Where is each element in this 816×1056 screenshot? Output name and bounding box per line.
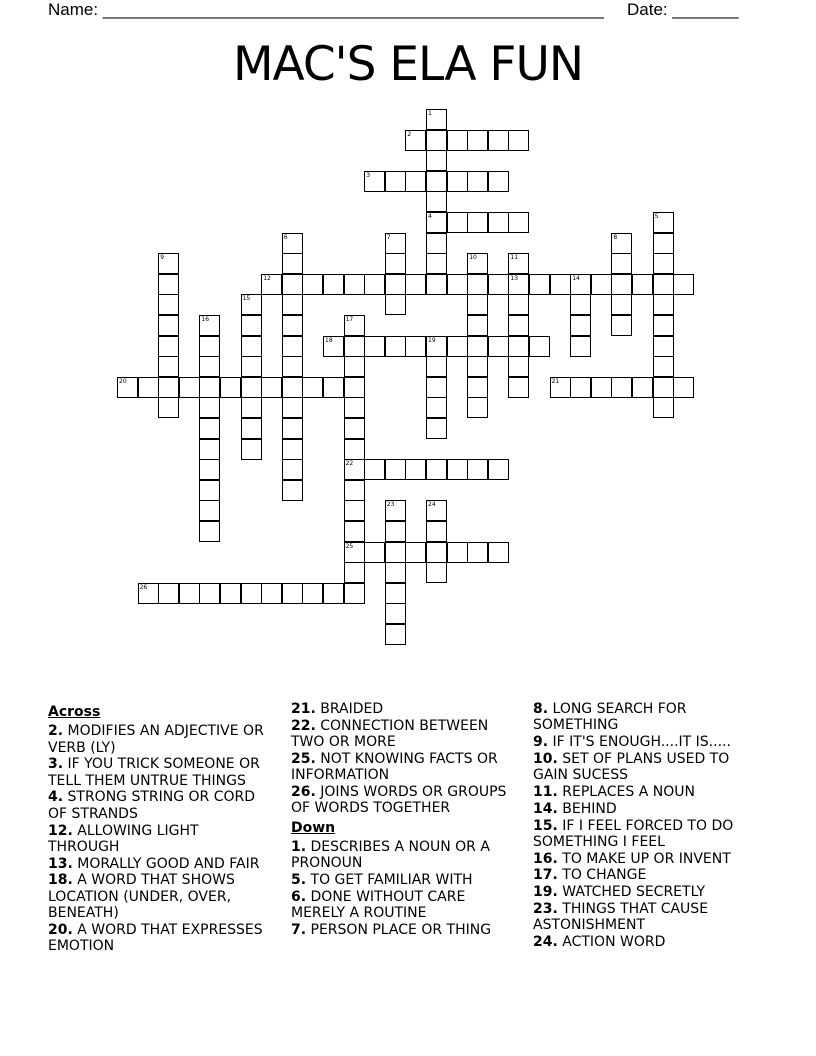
clue-number: 4 bbox=[428, 213, 432, 220]
grid-cell[interactable] bbox=[488, 336, 509, 357]
grid-cell[interactable] bbox=[138, 583, 159, 604]
clue-number: 18 bbox=[325, 336, 333, 344]
grid-cell[interactable] bbox=[632, 377, 653, 398]
grid-cell[interactable] bbox=[508, 130, 529, 151]
grid-cell[interactable] bbox=[158, 294, 179, 315]
clue-text: ALLOWING LIGHT THROUGH bbox=[48, 822, 199, 855]
clue-number: 22 bbox=[345, 460, 354, 468]
grid-cell[interactable] bbox=[344, 377, 365, 398]
grid-cell[interactable] bbox=[344, 356, 365, 377]
grid-cell[interactable] bbox=[385, 171, 406, 192]
grid-cell[interactable] bbox=[344, 439, 365, 460]
grid-cell[interactable] bbox=[447, 130, 468, 151]
clue-number: 14 bbox=[572, 274, 580, 282]
grid-cell[interactable] bbox=[241, 377, 262, 398]
grid-cell[interactable] bbox=[385, 336, 406, 357]
grid-cell[interactable] bbox=[158, 356, 179, 377]
grid-cell[interactable] bbox=[199, 459, 220, 480]
grid-cell[interactable] bbox=[405, 542, 426, 563]
grid-cell[interactable] bbox=[282, 439, 303, 460]
clue-num: 9. bbox=[533, 734, 549, 751]
clue-item bbox=[533, 784, 763, 800]
grid-cell[interactable] bbox=[282, 480, 303, 501]
clue-text: CONNECTION BETWEEN TWO OR MORE bbox=[291, 717, 489, 751]
clue-item bbox=[48, 872, 273, 921]
grid-cell[interactable] bbox=[467, 274, 488, 295]
grid-cell[interactable] bbox=[653, 233, 674, 254]
grid-cell[interactable] bbox=[653, 274, 674, 295]
grid-cell[interactable] bbox=[653, 356, 674, 377]
grid-cell[interactable] bbox=[529, 336, 550, 357]
clue-number: 26 bbox=[139, 583, 148, 591]
clue-number: 15 bbox=[242, 295, 251, 303]
grid-cell[interactable] bbox=[323, 274, 344, 295]
grid-cell[interactable] bbox=[467, 294, 488, 315]
clue-item bbox=[48, 922, 273, 955]
clue-num: 5. bbox=[291, 871, 307, 888]
grid-cell[interactable] bbox=[282, 253, 303, 274]
clue-item bbox=[291, 839, 511, 872]
clue-item bbox=[533, 751, 763, 784]
grid-cell[interactable] bbox=[570, 315, 591, 336]
grid-cell[interactable] bbox=[199, 480, 220, 501]
grid-cell[interactable] bbox=[344, 562, 365, 583]
grid-cell[interactable] bbox=[179, 583, 200, 604]
grid-cell[interactable] bbox=[344, 542, 365, 563]
grid-cell[interactable] bbox=[653, 397, 674, 418]
grid-cell[interactable] bbox=[426, 212, 447, 233]
grid-cell[interactable] bbox=[282, 418, 303, 439]
clue-item bbox=[48, 856, 273, 872]
grid-cell[interactable] bbox=[323, 583, 344, 604]
grid-cell[interactable] bbox=[426, 109, 447, 130]
clue-num: 11. bbox=[533, 783, 558, 800]
clue-num: 18. bbox=[48, 872, 73, 889]
grid-cell[interactable] bbox=[282, 233, 303, 254]
clue-num: 24. bbox=[533, 934, 558, 951]
grid-cell[interactable] bbox=[611, 315, 632, 336]
grid-cell[interactable] bbox=[261, 274, 282, 295]
grid-cell[interactable] bbox=[282, 356, 303, 377]
clue-text: WATCHED SECRETLY bbox=[562, 884, 706, 901]
grid-cell[interactable] bbox=[241, 397, 262, 418]
grid-cell[interactable] bbox=[591, 274, 612, 295]
clue-item bbox=[533, 901, 763, 934]
grid-cell[interactable] bbox=[344, 583, 365, 604]
grid-cell[interactable] bbox=[426, 500, 447, 521]
grid-cell[interactable] bbox=[447, 459, 468, 480]
clue-number: 8 bbox=[613, 233, 618, 241]
grid-cell[interactable] bbox=[282, 336, 303, 357]
clue-num: 6. bbox=[291, 888, 307, 905]
grid-cell[interactable] bbox=[282, 274, 303, 295]
clue-item bbox=[533, 934, 763, 950]
grid-cell[interactable] bbox=[653, 336, 674, 357]
grid-cell[interactable] bbox=[199, 315, 220, 336]
grid-cell[interactable] bbox=[570, 274, 591, 295]
grid-cell[interactable] bbox=[220, 377, 241, 398]
grid-cell[interactable] bbox=[199, 439, 220, 460]
clue-number: 1 bbox=[428, 110, 432, 117]
grid-cell[interactable] bbox=[426, 521, 447, 542]
clue-num: 10. bbox=[533, 750, 558, 767]
grid-cell[interactable] bbox=[653, 253, 674, 274]
clue-num: 8. bbox=[533, 701, 549, 717]
grid-cell[interactable] bbox=[344, 459, 365, 480]
clue-item bbox=[533, 701, 763, 734]
clue-num: 21. bbox=[291, 701, 316, 717]
grid-cell[interactable] bbox=[447, 542, 468, 563]
grid-cell[interactable] bbox=[385, 294, 406, 315]
grid-cell[interactable] bbox=[447, 212, 468, 233]
grid-cell[interactable] bbox=[508, 356, 529, 377]
grid-cell[interactable] bbox=[550, 274, 571, 295]
clue-number: 2 bbox=[407, 130, 412, 138]
grid-cell[interactable] bbox=[364, 542, 385, 563]
clue-item bbox=[533, 851, 763, 867]
clue-item bbox=[533, 801, 763, 817]
grid-cell[interactable] bbox=[344, 336, 365, 357]
grid-cell[interactable] bbox=[364, 274, 385, 295]
grid-cell[interactable] bbox=[241, 439, 262, 460]
grid-cell[interactable] bbox=[508, 212, 529, 233]
grid-cell[interactable] bbox=[467, 253, 488, 274]
grid-cell[interactable] bbox=[282, 294, 303, 315]
grid-cell[interactable] bbox=[241, 418, 262, 439]
grid-cell[interactable] bbox=[364, 459, 385, 480]
grid-cell[interactable] bbox=[199, 500, 220, 521]
clue-text: BRAIDED bbox=[320, 701, 384, 717]
clue-text: A WORD THAT EXPRESSES EMOTION bbox=[48, 921, 263, 955]
clue-item bbox=[48, 789, 273, 822]
grid-cell[interactable] bbox=[467, 130, 488, 151]
grid-cell[interactable] bbox=[364, 336, 385, 357]
grid-cell[interactable] bbox=[611, 253, 632, 274]
clue-text: MODIFIES AN ADJECTIVE OR VERB (LY) bbox=[48, 723, 264, 756]
clue-text: DONE WITHOUT CARE MERELY A ROUTINE bbox=[291, 888, 466, 922]
clue-text: DESCRIBES A NOUN OR A PRONOUN bbox=[291, 838, 490, 872]
grid-cell[interactable] bbox=[467, 336, 488, 357]
grid-cell[interactable] bbox=[467, 315, 488, 336]
grid-cell[interactable] bbox=[261, 377, 282, 398]
clue-number: 11 bbox=[510, 254, 519, 262]
grid-cell[interactable] bbox=[344, 315, 365, 336]
clue-num: 13. bbox=[48, 855, 73, 872]
clue-number: 12 bbox=[263, 274, 271, 282]
clue-text: LONG SEARCH FOR SOMETHING bbox=[533, 701, 687, 734]
clue-item bbox=[533, 884, 763, 900]
clue-number: 25 bbox=[345, 542, 354, 550]
grid-cell[interactable] bbox=[508, 315, 529, 336]
grid-cell[interactable] bbox=[426, 171, 447, 192]
grid-cell[interactable] bbox=[508, 294, 529, 315]
clue-num: 15. bbox=[533, 817, 558, 834]
grid-cell[interactable] bbox=[488, 212, 509, 233]
grid-cell[interactable] bbox=[508, 377, 529, 398]
grid-cell[interactable] bbox=[385, 603, 406, 624]
grid-cell[interactable] bbox=[405, 274, 426, 295]
clue-number: 20 bbox=[119, 377, 127, 385]
clue-column-3 bbox=[533, 701, 763, 951]
clue-num: 26. bbox=[291, 783, 316, 800]
clue-text: BEHIND bbox=[562, 800, 617, 817]
clue-number: 9 bbox=[160, 254, 165, 262]
grid-cell[interactable] bbox=[241, 583, 262, 604]
grid-cell[interactable] bbox=[673, 274, 694, 295]
grid-cell[interactable] bbox=[426, 377, 447, 398]
grid-cell[interactable] bbox=[467, 171, 488, 192]
grid-cell[interactable] bbox=[199, 583, 220, 604]
grid-cell[interactable] bbox=[405, 336, 426, 357]
grid-cell[interactable] bbox=[426, 397, 447, 418]
grid-cell[interactable] bbox=[385, 583, 406, 604]
clue-item bbox=[291, 784, 511, 817]
grid-cell[interactable] bbox=[508, 274, 529, 295]
grid-cell[interactable] bbox=[426, 253, 447, 274]
grid-cell[interactable] bbox=[364, 171, 385, 192]
clue-item bbox=[533, 818, 763, 851]
grid-cell[interactable] bbox=[673, 377, 694, 398]
clue-item bbox=[533, 734, 763, 750]
name-field[interactable]: Name: _____________________________________________________ bbox=[48, 0, 604, 19]
clue-number: 5 bbox=[654, 213, 659, 220]
clue-num: 12. bbox=[48, 822, 73, 839]
clue-num: 16. bbox=[533, 850, 558, 867]
grid-cell[interactable] bbox=[426, 542, 447, 563]
grid-cell[interactable] bbox=[199, 418, 220, 439]
clue-item bbox=[533, 867, 763, 883]
grid-cell[interactable] bbox=[282, 377, 303, 398]
clue-text: MORALLY GOOD AND FAIR bbox=[77, 855, 260, 872]
grid-cell[interactable] bbox=[282, 583, 303, 604]
clue-num: 14. bbox=[533, 800, 558, 817]
clue-item bbox=[48, 723, 273, 756]
clue-column-2 bbox=[291, 701, 511, 939]
clue-item bbox=[291, 701, 511, 717]
clue-number: 7 bbox=[386, 233, 391, 241]
grid-cell[interactable] bbox=[488, 274, 509, 295]
clue-text: IF I FEEL FORCED TO DO SOMETHING I FEEL bbox=[533, 817, 734, 850]
grid-cell[interactable] bbox=[385, 253, 406, 274]
grid-cell[interactable] bbox=[467, 459, 488, 480]
grid-cell[interactable] bbox=[447, 274, 468, 295]
grid-cell[interactable] bbox=[344, 480, 365, 501]
clue-item bbox=[48, 756, 273, 789]
clue-item bbox=[291, 922, 511, 938]
clue-num: 2. bbox=[48, 723, 64, 740]
grid-cell[interactable] bbox=[158, 253, 179, 274]
clue-number: 16 bbox=[201, 316, 210, 323]
grid-cell[interactable] bbox=[158, 377, 179, 398]
clue-text: TO MAKE UP OR INVENT bbox=[562, 850, 731, 867]
grid-cell[interactable] bbox=[241, 356, 262, 377]
clue-num: 1. bbox=[291, 838, 307, 855]
grid-cell[interactable] bbox=[508, 253, 529, 274]
grid-cell[interactable] bbox=[282, 459, 303, 480]
clue-number: 17 bbox=[345, 316, 354, 323]
grid-cell[interactable] bbox=[241, 336, 262, 357]
grid-cell[interactable] bbox=[426, 562, 447, 583]
grid-cell[interactable] bbox=[488, 130, 509, 151]
grid-cell[interactable] bbox=[302, 583, 323, 604]
page-title: MAC'S ELA FUN bbox=[232, 37, 584, 92]
grid-cell[interactable] bbox=[385, 542, 406, 563]
clue-item bbox=[291, 872, 511, 888]
grid-cell[interactable] bbox=[199, 377, 220, 398]
grid-cell[interactable] bbox=[611, 294, 632, 315]
grid-cell[interactable] bbox=[467, 377, 488, 398]
grid-cell[interactable] bbox=[467, 542, 488, 563]
clue-number: 19 bbox=[428, 336, 436, 344]
grid-cell[interactable] bbox=[158, 274, 179, 295]
clue-num: 17. bbox=[533, 867, 558, 884]
clue-number: 23 bbox=[386, 501, 395, 509]
grid-cell[interactable] bbox=[385, 274, 406, 295]
grid-cell[interactable] bbox=[344, 418, 365, 439]
grid-cell[interactable] bbox=[199, 356, 220, 377]
grid-cell[interactable] bbox=[405, 171, 426, 192]
clue-number: 21 bbox=[551, 377, 560, 385]
clue-number: 10 bbox=[469, 254, 477, 262]
clue-number: 24 bbox=[428, 501, 436, 509]
clue-text: A WORD THAT SHOWS LOCATION (UNDER, OVER, BENEATH) bbox=[48, 872, 235, 922]
grid-cell[interactable] bbox=[426, 191, 447, 212]
grid-cell[interactable] bbox=[529, 274, 550, 295]
clue-text: SET OF PLANS USED TO GAIN SUCESS bbox=[533, 750, 730, 784]
clue-num: 22. bbox=[291, 717, 316, 734]
grid-cell[interactable] bbox=[426, 233, 447, 254]
clue-text: ACTION WORD bbox=[562, 934, 666, 951]
grid-cell[interactable] bbox=[158, 397, 179, 418]
grid-cell[interactable] bbox=[158, 315, 179, 336]
grid-cell[interactable] bbox=[653, 377, 674, 398]
grid-cell[interactable] bbox=[199, 397, 220, 418]
grid-cell[interactable] bbox=[653, 315, 674, 336]
clue-num: 3. bbox=[48, 756, 64, 773]
clue-num: 23. bbox=[533, 901, 558, 918]
grid-cell[interactable] bbox=[302, 377, 323, 398]
grid-cell[interactable] bbox=[405, 459, 426, 480]
clue-text: IF IT'S ENOUGH....IT IS..... bbox=[552, 734, 731, 751]
grid-cell[interactable] bbox=[488, 542, 509, 563]
grid-cell[interactable] bbox=[653, 294, 674, 315]
clue-text: JOINS WORDS OR GROUPS OF WORDS TOGETHER bbox=[291, 783, 507, 817]
grid-cell[interactable] bbox=[591, 377, 612, 398]
grid-cell[interactable] bbox=[467, 212, 488, 233]
grid-cell[interactable] bbox=[426, 150, 447, 171]
grid-cell[interactable] bbox=[385, 500, 406, 521]
grid-cell[interactable] bbox=[138, 377, 159, 398]
section-heading-down: Down bbox=[291, 819, 336, 836]
grid-cell[interactable] bbox=[405, 130, 426, 151]
grid-cell[interactable] bbox=[385, 521, 406, 542]
grid-cell[interactable] bbox=[426, 418, 447, 439]
grid-cell[interactable] bbox=[158, 583, 179, 604]
grid-cell[interactable] bbox=[447, 171, 468, 192]
grid-cell[interactable] bbox=[344, 521, 365, 542]
clue-num: 4. bbox=[48, 789, 64, 806]
grid-cell[interactable] bbox=[385, 233, 406, 254]
grid-cell[interactable] bbox=[323, 377, 344, 398]
grid-cell[interactable] bbox=[117, 377, 138, 398]
grid-cell[interactable] bbox=[158, 336, 179, 357]
grid-cell[interactable] bbox=[426, 336, 447, 357]
grid-cell[interactable] bbox=[385, 459, 406, 480]
grid-cell[interactable] bbox=[282, 315, 303, 336]
grid-cell[interactable] bbox=[426, 130, 447, 151]
grid-cell[interactable] bbox=[508, 336, 529, 357]
section-heading-across: Across bbox=[48, 704, 101, 720]
clue-num: 7. bbox=[291, 921, 307, 938]
grid-cell[interactable] bbox=[199, 521, 220, 542]
clue-text: NOT KNOWING FACTS OR INFORMATION bbox=[291, 750, 498, 784]
clue-item bbox=[291, 751, 511, 784]
grid-cell[interactable] bbox=[426, 356, 447, 377]
clue-number: 3 bbox=[366, 171, 371, 179]
grid-cell[interactable] bbox=[632, 274, 653, 295]
clue-num: 19. bbox=[533, 884, 558, 901]
clue-number: 6 bbox=[283, 233, 288, 241]
grid-cell[interactable] bbox=[220, 583, 241, 604]
grid-cell[interactable] bbox=[550, 377, 571, 398]
grid-cell[interactable] bbox=[467, 397, 488, 418]
grid-cell[interactable] bbox=[570, 294, 591, 315]
clue-number: 13 bbox=[510, 274, 519, 282]
clue-text: STRONG STRING OR CORD OF STRANDS bbox=[48, 789, 256, 822]
grid-cell[interactable] bbox=[611, 377, 632, 398]
grid-cell[interactable] bbox=[385, 624, 406, 645]
grid-cell[interactable] bbox=[611, 274, 632, 295]
clue-num: 25. bbox=[291, 750, 316, 767]
grid-cell[interactable] bbox=[179, 377, 200, 398]
grid-cell[interactable] bbox=[241, 294, 262, 315]
clue-text: TO CHANGE bbox=[562, 867, 647, 884]
clue-text: IF YOU TRICK SOMEONE OR TELL THEM UNTRUE THINGS bbox=[48, 756, 260, 789]
grid-cell[interactable] bbox=[344, 397, 365, 418]
date-field[interactable]: Date: _______ bbox=[627, 0, 739, 19]
grid-cell[interactable] bbox=[199, 336, 220, 357]
clue-text: THINGS THAT CAUSE ASTONISHMENT bbox=[533, 901, 709, 934]
grid-cell[interactable] bbox=[426, 274, 447, 295]
clue-column-1 bbox=[48, 701, 273, 955]
clue-text: TO GET FAMILIAR WITH bbox=[310, 871, 473, 888]
grid-cell[interactable] bbox=[344, 500, 365, 521]
grid-cell[interactable] bbox=[385, 562, 406, 583]
grid-cell[interactable] bbox=[611, 233, 632, 254]
grid-cell[interactable] bbox=[241, 315, 262, 336]
grid-cell[interactable] bbox=[570, 336, 591, 357]
grid-cell[interactable] bbox=[426, 459, 447, 480]
grid-cell[interactable] bbox=[467, 356, 488, 377]
grid-cell[interactable] bbox=[344, 274, 365, 295]
clue-item bbox=[291, 889, 511, 922]
grid-cell[interactable] bbox=[653, 212, 674, 233]
clue-text: PERSON PLACE OR THING bbox=[310, 921, 492, 938]
grid-cell[interactable] bbox=[323, 336, 344, 357]
grid-cell[interactable] bbox=[488, 171, 509, 192]
grid-cell[interactable] bbox=[302, 274, 323, 295]
clue-item bbox=[291, 718, 511, 751]
grid-cell[interactable] bbox=[447, 336, 468, 357]
clue-item bbox=[48, 823, 273, 856]
clue-text: REPLACES A NOUN bbox=[562, 783, 695, 800]
grid-cell[interactable] bbox=[488, 459, 509, 480]
grid-cell[interactable] bbox=[282, 397, 303, 418]
clue-num: 20. bbox=[48, 921, 73, 938]
grid-cell[interactable] bbox=[261, 583, 282, 604]
grid-cell[interactable] bbox=[570, 377, 591, 398]
